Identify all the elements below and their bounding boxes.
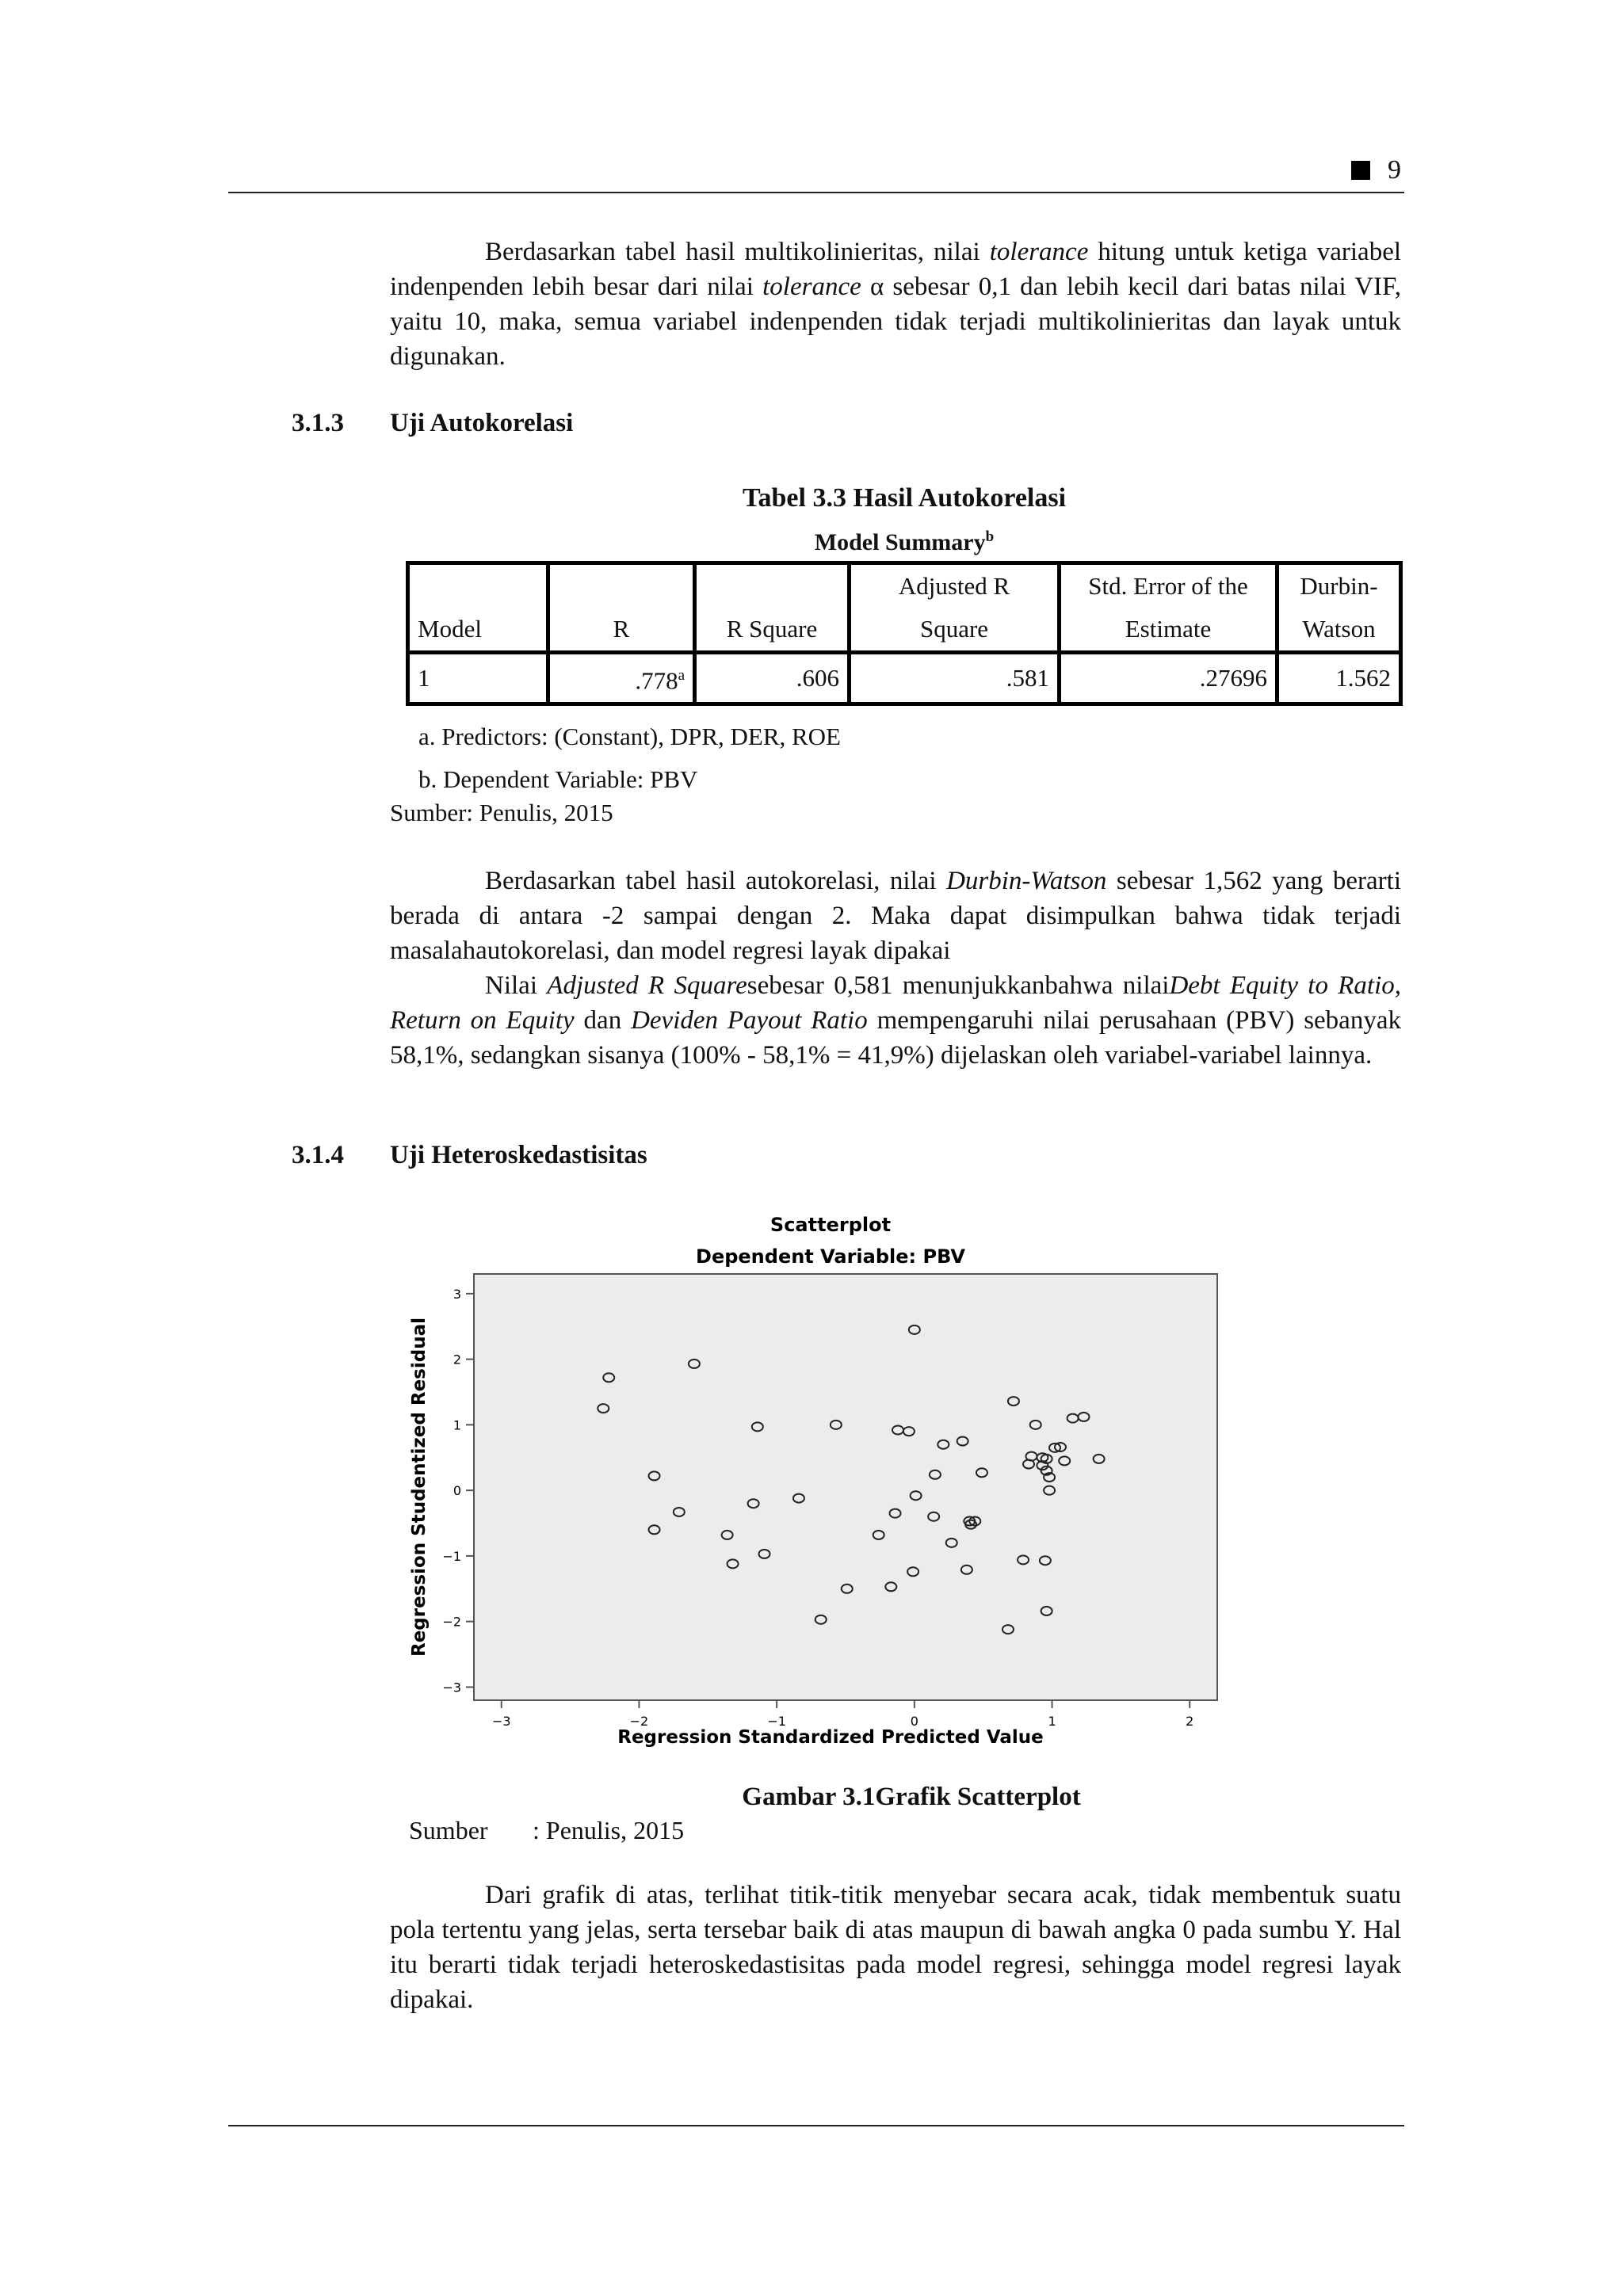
- x-axis-label: Regression Standardized Predicted Value: [617, 1727, 1044, 1748]
- square-bullet-icon: [1351, 161, 1370, 180]
- cell-std-error: .27696: [1060, 653, 1277, 704]
- cell-adjusted-r-square: .581: [850, 653, 1060, 704]
- figure-source: Sumber : Penulis, 2015: [409, 1816, 685, 1844]
- header-adjusted-r-square: Adjusted R Square: [850, 563, 1060, 653]
- footer-rule: [228, 2125, 1404, 2126]
- y-axis-label: Regression Studentized Residual: [409, 1318, 430, 1657]
- paragraph-multikolinieritas: Berdasarkan tabel hasil multikolinieritas, nilai tolerance hitung untuk ketiga variabel indenpenden lebih besar dari nilai tolerance α sebesar 0,1 dan lebih kecil dari batas nilai VIF, yaitu 10, maka, semua variabel indenpenden tidak terjadi multikolinieritas dan layak untuk digunakan.: [390, 238, 1402, 371]
- y-tick-label: −2: [442, 1614, 461, 1630]
- cell-model: 1: [408, 653, 548, 704]
- y-tick-label: 2: [453, 1352, 461, 1367]
- x-tick-label: 2: [1186, 1714, 1194, 1729]
- scatterplot-svg: [403, 1204, 1266, 1751]
- table-header-row: [408, 563, 1401, 653]
- page-number: [1351, 155, 1401, 185]
- table-subtitle: Model Summary$^b$: [814, 528, 995, 555]
- x-axis: [492, 1700, 1193, 1729]
- chart-title: Scatterplot: [769, 1214, 892, 1236]
- table-row: [408, 653, 1401, 704]
- model-summary-table: [406, 561, 1403, 706]
- header-r: R: [548, 563, 695, 653]
- y-tick-label: 1: [453, 1417, 461, 1433]
- table-source: Sumber: Penulis, 2015: [390, 799, 613, 826]
- x-tick-label: −1: [767, 1714, 786, 1729]
- y-tick-label: 0: [453, 1483, 461, 1499]
- x-tick-label: −3: [491, 1714, 511, 1729]
- header-r-square: R Square: [695, 563, 850, 653]
- y-tick-label: −3: [442, 1680, 461, 1695]
- table-note-b: b. Dependent Variable: PBV: [418, 765, 698, 793]
- chart-subtitle: Dependent Variable: PBV: [696, 1245, 965, 1268]
- scatterplot-chart: [403, 1204, 1266, 1751]
- paragraph-heteroskedastisitas: Dari grafik di atas, terlihat titik-titik menyebar secara acak, tidak membentuk suatu pola tertentu yang jelas, serta tersebar baik di atas maupun di bawah angka 0 pada sumbu Y. Hal itu berarti tidak terjadi heteroskedastisitas pada model regresi, sehingga model regresi layak dipakai.: [390, 1881, 1401, 2014]
- figure-caption: Gambar 3.1Grafik Scatterplot: [742, 1783, 1081, 1811]
- y-tick-label: 3: [453, 1286, 461, 1302]
- page-number-value: 9: [1388, 155, 1401, 185]
- y-axis: [442, 1287, 474, 1695]
- table-note-a: a. Predictors: (Constant), DPR, DER, ROE: [418, 723, 841, 750]
- header-model: Model: [408, 563, 548, 653]
- y-tick-label: −1: [442, 1548, 461, 1564]
- x-tick-label: −2: [629, 1714, 649, 1729]
- paragraph-autokorelasi: Berdasarkan tabel hasil autokorelasi, nilai Durbin-Watson sebesar 1,562 yang berarti berada di antara -2 sampai dengan 2. Maka dapat disimpulkan bahwa tidak terjadi masalahautokorelasi, dan model regresi layak dipakai Nilai Adjusted R Squaresebesar 0,581 menunjukkanbahwa nilaiDebt Equity to Ratio, Return on Equity dan Deviden Payout Ratio mempengaruhi nilai perusahaan (PBV) sebanyak 58,1%, sedangkan sisanya (100% - 58,1% = 41,9%) dijelaskan oleh variabel-variabel lainnya.: [390, 867, 1402, 1070]
- cell-r-square: .606: [695, 653, 850, 704]
- section-heading-3-1-4: 3.1.4 Uji Heteroskedastisitas: [292, 1141, 647, 1169]
- header-durbin-watson: Durbin- Watson: [1277, 563, 1401, 653]
- cell-durbin-watson: 1.562: [1277, 653, 1401, 704]
- header-std-error: Std. Error of the Estimate: [1060, 563, 1277, 653]
- section-heading-3-1-3: 3.1.3 Uji Autokorelasi: [292, 409, 574, 437]
- x-tick-label: 1: [1048, 1714, 1056, 1729]
- plot-area: [474, 1274, 1217, 1700]
- x-tick-label: 0: [910, 1714, 918, 1729]
- cell-r: .778$^a$: [548, 653, 695, 704]
- header-rule: [228, 192, 1404, 193]
- table-caption: Tabel 3.3 Hasil Autokorelasi: [742, 483, 1067, 513]
